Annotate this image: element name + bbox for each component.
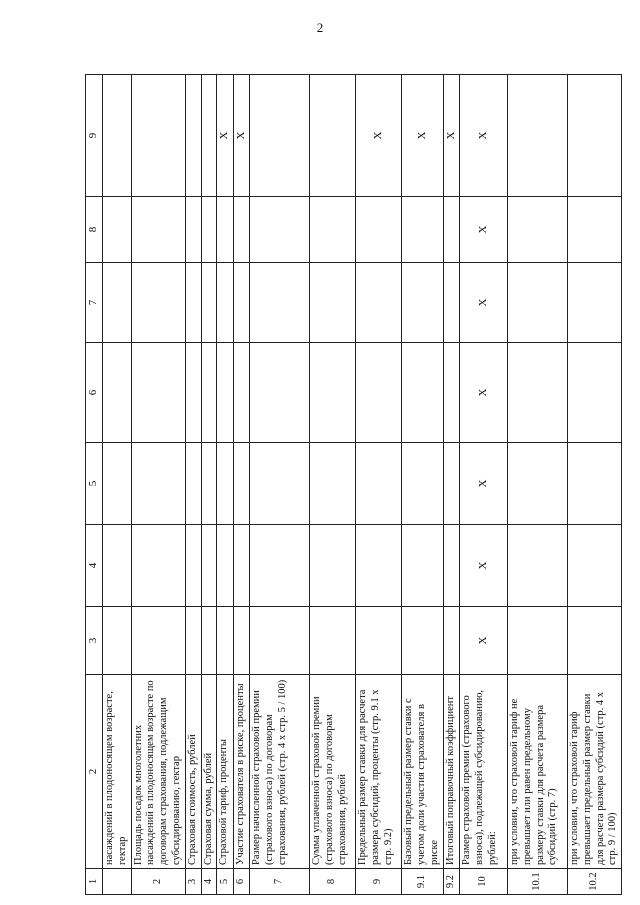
- value-cell: [402, 443, 443, 525]
- table-row: [201, 75, 217, 895]
- row-description: Площадь посадок многолетних насаждений в плодоносящем возрасте по договорам страхования, подлежащим субсидированию, гектар: [131, 675, 185, 869]
- value-cell: [201, 263, 217, 343]
- value-cell: [185, 443, 201, 525]
- column-number-header: 3: [86, 607, 103, 675]
- row-number: [103, 869, 132, 895]
- value-cell: [103, 607, 132, 675]
- table-area: [85, 75, 619, 895]
- row-description: при условии, что страховой тариф не превышает или равен предельному размеру ставки для расчета размера субсидий (стр. 7): [507, 675, 567, 869]
- row-number: 10.1: [507, 869, 567, 895]
- value-cell: [131, 75, 185, 197]
- header-row: [86, 75, 103, 895]
- value-cell: [103, 443, 132, 525]
- value-cell: [402, 607, 443, 675]
- value-cell: [507, 607, 567, 675]
- value-cell: [402, 197, 443, 263]
- row-number: 10: [459, 869, 507, 895]
- row-description: Размер страховой премии (страхового взноса), подлежащей субсидированию, рублей:: [459, 675, 507, 869]
- row-number: 9: [356, 869, 402, 895]
- value-cell: [217, 343, 233, 443]
- value-cell: [402, 525, 443, 607]
- value-cell: [507, 263, 567, 343]
- cross-mark-cell: X: [402, 75, 443, 197]
- value-cell: [310, 443, 356, 525]
- row-number: 10.2: [567, 869, 621, 895]
- row-description: насаждений в плодоносящем возрасте, гектар: [103, 675, 132, 869]
- cross-mark-cell: X: [459, 75, 507, 197]
- value-cell: [443, 263, 459, 343]
- value-cell: [250, 607, 310, 675]
- value-cell: [131, 343, 185, 443]
- row-description: Страховой тариф, проценты: [217, 675, 233, 869]
- value-cell: [233, 607, 249, 675]
- table-row: [131, 75, 185, 895]
- value-cell: [103, 343, 132, 443]
- value-cell: [507, 197, 567, 263]
- table-row: [356, 75, 402, 895]
- value-cell: [250, 525, 310, 607]
- row-description: Страховая сумма, рублей: [201, 675, 217, 869]
- row-description: Базовый предельный размер ставки с учетом доли участия страхователя в риске: [402, 675, 443, 869]
- value-cell: [201, 197, 217, 263]
- value-cell: [233, 197, 249, 263]
- value-cell: [185, 525, 201, 607]
- value-cell: [131, 443, 185, 525]
- value-cell: [250, 343, 310, 443]
- value-cell: [185, 343, 201, 443]
- value-cell: [443, 525, 459, 607]
- value-cell: [567, 343, 621, 443]
- value-cell: [201, 75, 217, 197]
- table-row: [443, 75, 459, 895]
- value-cell: [217, 197, 233, 263]
- value-cell: [201, 525, 217, 607]
- row-description: Сумма уплаченной страховой премии (страхового взноса) по договорам страхования, рублей: [310, 675, 356, 869]
- row-number: 8: [310, 869, 356, 895]
- table-row: [507, 75, 567, 895]
- value-cell: [233, 343, 249, 443]
- column-number-header: 6: [86, 343, 103, 443]
- value-cell: [567, 607, 621, 675]
- table-row: [233, 75, 249, 895]
- row-description: Размер начисленной страховой премии (страхового взноса) по договорам страхования, рублей (стр. 4 х стр. 5 / 100): [250, 675, 310, 869]
- rotated-table-wrapper: [85, 75, 619, 895]
- column-number-header: 7: [86, 263, 103, 343]
- value-cell: [443, 443, 459, 525]
- row-number: 3: [185, 869, 201, 895]
- cross-mark-cell: X: [217, 75, 233, 197]
- row-number: 9.2: [443, 869, 459, 895]
- value-cell: [201, 343, 217, 443]
- column-number-header: 5: [86, 443, 103, 525]
- row-description: Итоговый поправочный коэффициент: [443, 675, 459, 869]
- cross-mark-cell: X: [443, 75, 459, 197]
- table-row: [217, 75, 233, 895]
- column-number-header: 1: [86, 869, 103, 895]
- value-cell: [185, 75, 201, 197]
- value-cell: [310, 525, 356, 607]
- value-cell: [507, 443, 567, 525]
- value-cell: [250, 263, 310, 343]
- row-number: 9.1: [402, 869, 443, 895]
- value-cell: [185, 197, 201, 263]
- value-cell: [131, 263, 185, 343]
- table-row: [459, 75, 507, 895]
- column-number-header: 8: [86, 197, 103, 263]
- value-cell: [310, 75, 356, 197]
- value-cell: [567, 525, 621, 607]
- subsidy-calculation-table: [85, 74, 622, 895]
- value-cell: [217, 443, 233, 525]
- value-cell: [356, 525, 402, 607]
- cross-mark-cell: X: [459, 443, 507, 525]
- row-number: 7: [250, 869, 310, 895]
- value-cell: [131, 525, 185, 607]
- table-row: [567, 75, 621, 895]
- value-cell: [402, 263, 443, 343]
- value-cell: [233, 263, 249, 343]
- value-cell: [507, 343, 567, 443]
- value-cell: [567, 443, 621, 525]
- table-row: [402, 75, 443, 895]
- value-cell: [103, 525, 132, 607]
- value-cell: [233, 525, 249, 607]
- value-cell: [185, 607, 201, 675]
- cross-mark-cell: X: [233, 75, 249, 197]
- value-cell: [356, 263, 402, 343]
- value-cell: [233, 443, 249, 525]
- value-cell: [201, 443, 217, 525]
- value-cell: [310, 263, 356, 343]
- table-row: [103, 75, 132, 895]
- cross-mark-cell: X: [459, 525, 507, 607]
- row-number: 5: [217, 869, 233, 895]
- cross-mark-cell: X: [459, 197, 507, 263]
- page-number: 2: [316, 20, 324, 35]
- value-cell: [250, 197, 310, 263]
- value-cell: [250, 443, 310, 525]
- table-row: [185, 75, 201, 895]
- value-cell: [185, 263, 201, 343]
- value-cell: [443, 197, 459, 263]
- value-cell: [310, 607, 356, 675]
- row-description: Участие страхователя в риске, проценты: [233, 675, 249, 869]
- value-cell: [507, 75, 567, 197]
- cross-mark-cell: X: [459, 343, 507, 443]
- cross-mark-cell: X: [356, 75, 402, 197]
- value-cell: [567, 197, 621, 263]
- row-number: 4: [201, 869, 217, 895]
- cross-mark-cell: X: [459, 263, 507, 343]
- table-row: [250, 75, 310, 895]
- value-cell: [131, 197, 185, 263]
- value-cell: [443, 607, 459, 675]
- value-cell: [567, 263, 621, 343]
- value-cell: [443, 343, 459, 443]
- value-cell: [567, 75, 621, 197]
- value-cell: [356, 607, 402, 675]
- row-number: 6: [233, 869, 249, 895]
- table-row: [310, 75, 356, 895]
- value-cell: [310, 343, 356, 443]
- row-description: Страховая стоимость, рублей: [185, 675, 201, 869]
- value-cell: [201, 607, 217, 675]
- value-cell: [356, 443, 402, 525]
- value-cell: [507, 525, 567, 607]
- column-number-header: 2: [86, 675, 103, 869]
- value-cell: [103, 75, 132, 197]
- value-cell: [356, 343, 402, 443]
- row-description: при условии, что страховой тариф превышает предельный размер ставки для расчета размера субсидий (стр. 4 х стр. 9 / 100): [567, 675, 621, 869]
- cross-mark-cell: X: [459, 607, 507, 675]
- value-cell: [250, 75, 310, 197]
- value-cell: [103, 263, 132, 343]
- row-number: 2: [131, 869, 185, 895]
- value-cell: [217, 525, 233, 607]
- value-cell: [217, 263, 233, 343]
- value-cell: [217, 607, 233, 675]
- value-cell: [356, 197, 402, 263]
- value-cell: [131, 607, 185, 675]
- row-description: Предельный размер ставки для расчета размера субсидий, проценты (стр. 9.1 х стр. 9.2): [356, 675, 402, 869]
- value-cell: [402, 343, 443, 443]
- column-number-header: 9: [86, 75, 103, 197]
- value-cell: [310, 197, 356, 263]
- value-cell: [103, 197, 132, 263]
- column-number-header: 4: [86, 525, 103, 607]
